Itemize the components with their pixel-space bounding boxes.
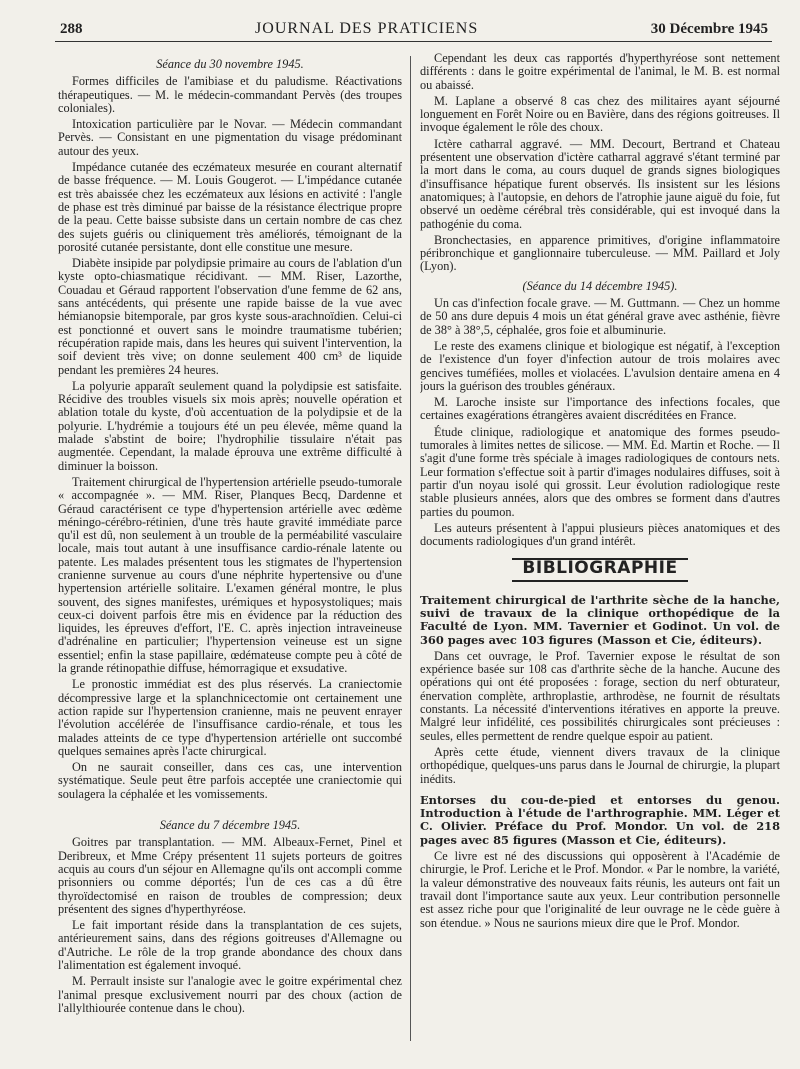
bibliography-paragraph: Ce livre est né des discussions qui opposèrent à l'Académie de chirurgie, le Prof. Leriche et le Prof. Mondor. « Par le nombre, la variété, la valeur démonstrative des nouveaux faits réunis, les auteurs ont fait un travail dont l'importance saute aux yeux. Leur contribution personnelle est assez riche pour que l'originalité de leur ouvrage ne le cède guère à son étendue. » Nous ne saurions mieux dire que le Prof. Mondor.	[420, 849, 780, 930]
article-paragraph: Le reste des examens clinique et biologique est négatif, à l'exception de l'existence d'un foyer d'infection autour de trois molaires avec gencives tuméfiées, molles et violacées. L'avulsion dentaire amena en 4 jours la guérison des troubles généraux.	[420, 338, 780, 393]
article-paragraph: M. Laroche insiste sur l'importance des infections focales, que certaines exagérations étrangères avaient discréditées en France.	[420, 395, 780, 423]
article-paragraph: Traitement chirurgical de l'hypertension artérielle pseudo-tumorale « accompagnée ». — MM. Riser, Planques Becq, Dardenne et Géraud caractérisent ce type d'hypertension artérielle avec œdème méningo-cérébro-rétinien, d'une très haute gravité immédiate parce qu'il est dû, non seulement à un trouble de la perméabilité vasculaire locale, mais tout autant à une insuffisance cardio-rénale latente ou patente. Les malades présentent tous les stigmates de l'hypertension cranienne survenue au cours d'une néphrite hypertensive ou d'une hypertension artérielle solitaire. L'examen général montre, le plus souvent, des signes manifestes, urémiques et hyposystoliques; mais ceux-ci doivent parfois être mis en évidence par la réduction des liquides, les épreuves d'effort, l'E. C. après injection intraveineuse d'adrénaline en particulier; l'hypertension veineuse est un signe essentiel; enfin la stase papillaire, œdémateuse compte peu à côté de la grande rétinopathie diffuse, hémorragique et exsudative.	[58, 474, 402, 676]
article-paragraph: Les auteurs présentent à l'appui plusieurs pièces anatomiques et des documents radiologiques d'un grand intérêt.	[420, 520, 780, 549]
right-column	[420, 52, 780, 1047]
header-rule	[55, 41, 772, 42]
bibliography-paragraph: Dans cet ouvrage, le Prof. Tavernier expose le résultat de son expérience basée sur 108 cas d'arthrite sèche de la hanche. Aucune des opérations qui ont été proposées : forage, section du nerf obturateur, énervation complète, arthroplastie, arthrodèse, ne fournit de résultats constants. La nécessité d'interventions itératives en apporte la preuve. Malgré leur infidélité, ces possibilités chirurgicales sont précieuses : seules, elles permettent de rendre quelque espoir au patient.	[420, 648, 780, 743]
session-heading: Séance du 7 décembre 1945.	[159, 818, 301, 833]
page-header	[60, 16, 768, 38]
column-divider	[410, 56, 411, 1041]
article-paragraph: M. Perrault insiste sur l'analogie avec le goitre expérimental chez l'animal presque exclusivement nourri par des choux (action de l'allylthiourée contenue dans le chou).	[58, 974, 402, 1015]
bibliography-entry-title: Traitement chirurgical de l'arthrite sèche de la hanche, suivi de travaux de la clinique orthopédique de la Faculté de Lyon. MM. Tavernier et Godinot. Un vol. de 360 pages avec 103 figures (Masson et Cie, éditeurs).	[420, 592, 780, 647]
article-paragraph: Cependant les deux cas rapportés d'hyperthyréose sont nettement différents : dans le goitre expérimental de l'animal, le M. B. est normal ou abaissé.	[420, 52, 780, 92]
session-heading: (Séance du 14 décembre 1945).	[522, 278, 678, 293]
article-paragraph: Diabète insipide par polydipsie primaire au cours de l'ablation d'un kyste opto-chiasmatique récidivant. — MM. Riser, Lazorthe, Couadau et Géraud rapportent l'observation d'une femme de 62 ans, sans antécédents, qui présente une rapide baisse de la vue avec hémianopsie bitemporale, par gros kyste sous-arachnoïdien. Celui-ci est ponctionné et ouvert sans le moindre traumatisme tubérien; récupération rapide mais, dans les heures qui suivent l'intervention, la soif devient très vive; on donne seulement 400 cm³ de liquide pendant les premières 24 heures.	[58, 256, 402, 377]
article-paragraph: Goitres par transplantation. — MM. Albeaux-Fernet, Pinel et Deribreux, et Mme Crépy présentent 11 sujets porteurs de goitres acquis au cours d'un séjour en Allemagne qu'ils ont accompli comme prisonniers ou comme déportés; l'un de ces cas a dû être thyroïdectomisé en raison de troubles de compression; deux présentent des signes d'hyperthyréose.	[58, 835, 402, 916]
article-paragraph: On ne saurait conseiller, dans ces cas, une intervention systématique. Seule peut être parfois acceptée une craniectomie qui soulagera la céphalée et les vomissements.	[58, 760, 402, 801]
issue-date: 30 Décembre 1945	[650, 21, 768, 37]
page-number: 288	[60, 21, 83, 37]
left-column	[58, 52, 402, 1047]
article-paragraph: Étude clinique, radiologique et anatomique des formes pseudo-tumorales à limites nettes de silicose. — MM. Ed. Martin et Roche. — Il s'agit d'une forme très spéciale à images radiologiques de contours nets. Leur formation s'effectue soit à partir d'images nodulaires diffuses, soit à partir d'un noyau isolé qui grossit. Leur évolution radiologique reste stable plusieurs années, alors que des ombres se forment dans d'autres parties du poumon.	[420, 424, 780, 519]
article-paragraph: La polyurie apparaît seulement quand la polydipsie est satisfaite. Récidive des troubles visuels six mois après; nouvelle opération et ablation totale du kyste, d'où accentuation de la polydipsie et de la polyurie. L'hydrémie a toujours été un peu élevée, même quand la malade s'abstint de boire; l'hydrophilie tissulaire n'était pas augmentée. Cependant, la malade éprouva une extrême difficulté à diminuer la boisson.	[58, 378, 402, 473]
article-paragraph: Le pronostic immédiat est des plus réservés. La craniectomie décompressive large et la splanchnicectomie ont certainement une action rapide sur l'hypertension cranienne, mais ne peuvent enrayer l'évolution accélérée de l'insuffisance cardio-rénale, et tous les malades atteints de ce type d'hypertension artérielle ont succombé quelques semaines après l'acte chirurgical.	[58, 677, 402, 758]
article-paragraph: Bronchectasies, en apparence primitives, d'origine inflammatoire péribronchique et ganglionnaire tuberculeuse. — MM. Paillard et Joly (Lyon).	[420, 232, 780, 274]
journal-title: JOURNAL DES PRATICIENS	[255, 20, 479, 37]
article-paragraph: Le fait important réside dans la transplantation de ces sujets, antérieurement sains, dans des régions goitreuses d'Allemagne ou d'Autriche. Le rôle de la trop grande abondance des choux dans l'alimentation est également invoqué.	[58, 918, 402, 972]
article-paragraph: Intoxication particulière par le Novar. — Médecin commandant Pervès. — Consistant en une pigmentation du visage prédominant autour des yeux.	[58, 117, 402, 158]
article-paragraph: Formes difficiles de l'amibiase et du paludisme. Réactivations thérapeutiques. — M. le médecin-commandant Pervès (des troupes coloniales).	[58, 74, 402, 115]
article-paragraph: Ictère catharral aggravé. — MM. Decourt, Bertrand et Chateau présentent une observation d'ictère catharral aggravé s'étant terminé par la mort dans le coma, au cours duquel de grands signes biologiques d'insuffisance hépatique furent observés. Ils insistent sur les lésions anatomiques; à l'autopsie, en dehors de l'atrophie jaune aiguë du foie, fut observé un oedème cérébral très considérable, qui est invoqué dans la pathogénie du coma.	[420, 136, 780, 231]
bibliography-paragraph: Après cette étude, viennent divers travaux de la clinique orthopédique, quelques-uns parus dans le Journal de chirurgie, la plupart inédits.	[420, 744, 780, 786]
bibliography-heading: BIBLIOGRAPHIE	[512, 558, 688, 581]
bibliography-entry-title: Entorses du cou-de-pied et entorses du genou. Introduction à l'étude de l'arthrographie. MM. Léger et C. Olivier. Préface du Prof. Mondor. Un vol. de 218 pages avec 85 figures (Masson et Cie, éditeurs).	[420, 792, 780, 847]
session-heading: Séance du 30 novembre 1945.	[156, 57, 304, 71]
article-paragraph: Un cas d'infection focale grave. — M. Guttmann. — Chez un homme de 50 ans dure depuis 4 mois un état général grave avec asthénie, fièvre de 38° à 38°,5, céphalée, gros foie et albuminurie.	[420, 296, 780, 337]
article-paragraph: M. Laplane a observé 8 cas chez des militaires ayant séjourné longuement en Forêt Noire ou en Bavière, dans des régions goitreuses. Il invoque également le rôle des choux.	[420, 93, 780, 135]
article-paragraph: Impédance cutanée des eczémateux mesurée en courant alternatif de basse fréquence. — M. Louis Gougerot. — L'impédance cutanée est très abaissée chez les eczémateux aux lésions en activité : l'angle de phase est très diminué par baisse de la résistance électrique propre de la peau. Cette baisse subsiste dans un certain nombre de cas chez des sujets guéris ou cliniquement très améliorés, témoignant de la porosité cutanée persistante, dont elle constitue une mesure.	[58, 160, 402, 254]
